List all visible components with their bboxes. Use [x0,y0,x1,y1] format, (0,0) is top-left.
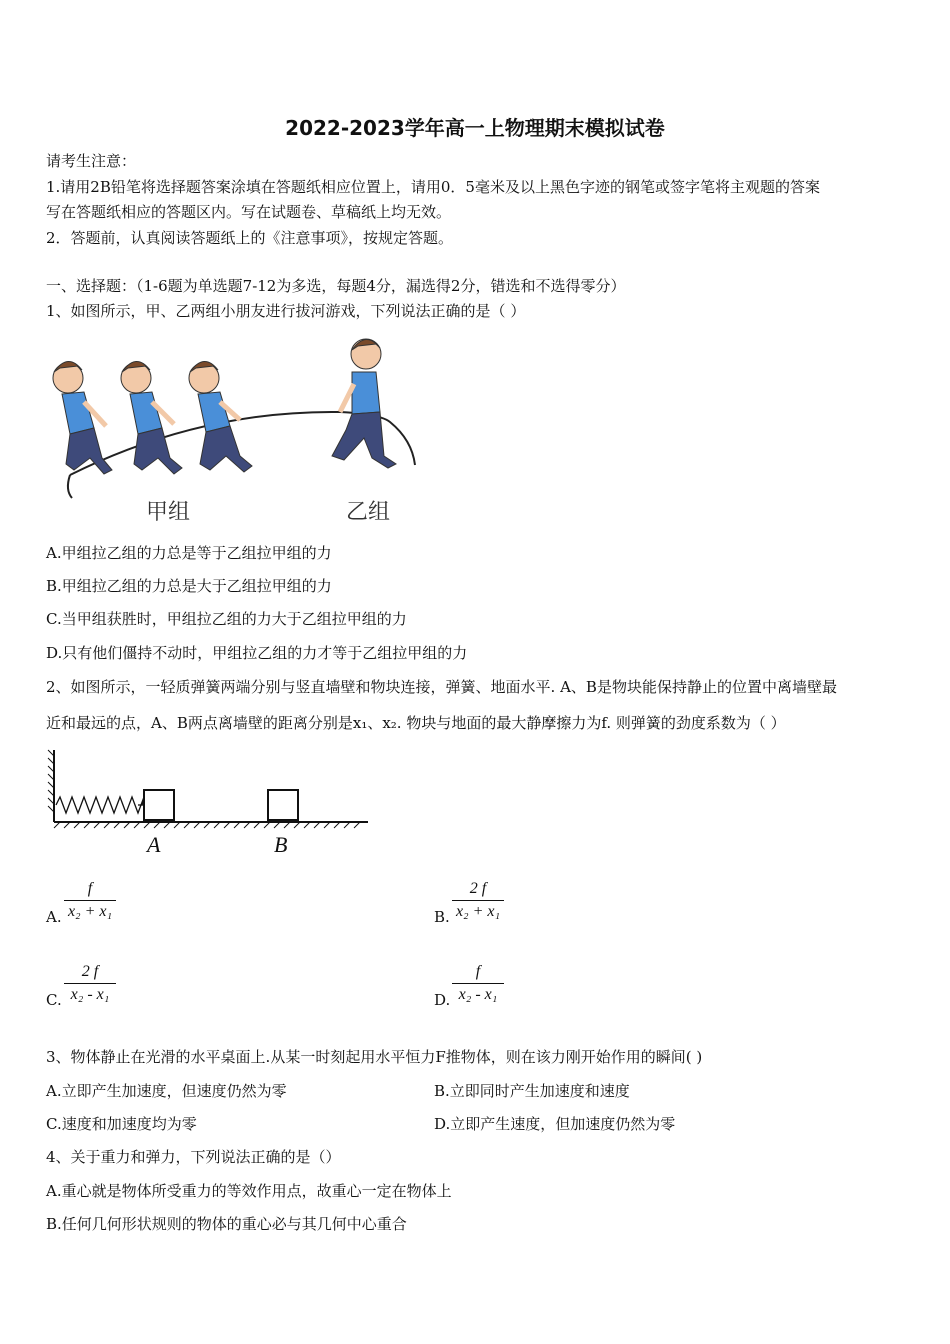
q2-option-b-fraction [452,880,504,921]
q1-option-d: D.只有他们僵持不动时，甲组拉乙组的力才等于乙组拉甲组的力 [46,644,468,662]
q2-d-denominator: x₂ - x₁ [458,986,498,1003]
point-label-a: A [147,832,161,857]
q4-stem: 4、关于重力和弹力，下列说法正确的是（） [46,1148,341,1166]
kid-figure-4 [332,339,396,468]
figure-label-right: 乙组 [346,499,391,524]
page-title: 2022-2023学年高一上物理期末模拟试卷 [285,116,665,140]
kid-figure-2 [121,361,182,474]
spring-icon [56,797,144,813]
q3-option-c: C.速度和加速度均为零 [46,1115,197,1133]
q3-option-d: D.立即产生速度，但加速度仍然为零 [434,1115,676,1133]
spring-block-figure [46,748,376,858]
q3-option-a: A.立即产生加速度，但速度仍然为零 [46,1082,287,1100]
q3-stem: 3、物体静止在光滑的水平桌面上.从某一时刻起用水平恒力F推物体，则在该力刚开始作用的瞬间( ) [46,1048,703,1066]
q2-a-numerator: f [64,880,116,901]
q2-option-c-letter: C. [46,991,62,1009]
q2-option-d-letter: D. [434,991,451,1009]
q2-option-c-fraction [64,963,116,1004]
q2-stem-line-2: 近和最远的点，A、B两点离墙壁的距离分别是x₁、x₂. 物块与地面的最大静摩擦力为f. 则弹簧的劲度系数为（ ） [46,714,786,732]
q2-b-numerator: 2 f [452,880,504,901]
q2-option-a-letter: A. [46,908,62,926]
notice-line-3: 2．答题前，认真阅读答题纸上的《注意事项》，按规定答题。 [46,229,454,247]
q2-c-numerator: 2 f [64,963,116,984]
q4-option-b: B.任何几何形状规则的物体的重心必与其几何中心重合 [46,1215,407,1233]
section-heading: 一、选择题：（1-6题为单选题7-12为多选，每题4分，漏选得2分，错选和不选得零分） [46,277,626,295]
q1-option-b: B.甲组拉乙组的力总是大于乙组拉甲组的力 [46,577,332,595]
q1-option-a: A.甲组拉乙组的力总是等于乙组拉甲组的力 [46,544,332,562]
q3-option-b: B.立即同时产生加速度和速度 [434,1082,630,1100]
q2-a-denominator: x₂ + x₁ [67,903,113,920]
q2-d-numerator: f [452,963,504,984]
figure-label-left: 甲组 [146,499,191,524]
notice-line-2: 写在答题纸相应的答题区内。写在试题卷、草稿纸上均无效。 [46,203,452,221]
q2-stem-line-1: 2、如图所示，一轻质弹簧两端分别与竖直墙壁和物块连接，弹簧、地面水平. A、B是物块能保持静止的位置中离墙壁最 [46,678,837,696]
kid-figure-1 [53,361,112,474]
block-a [144,790,174,820]
notice-heading: 请考生注意： [46,152,137,170]
q2-b-denominator: x₂ + x₁ [455,903,501,920]
q1-option-c: C.当甲组获胜时，甲组拉乙组的力大于乙组拉甲组的力 [46,610,407,628]
q2-option-b-letter: B. [434,908,450,926]
q4-option-a: A.重心就是物体所受重力的等效作用点，故重心一定在物体上 [46,1182,452,1200]
block-b [268,790,298,820]
q2-option-a-fraction [64,880,116,921]
q2-option-d-fraction [452,963,504,1004]
q2-c-denominator: x₂ - x₁ [70,986,110,1003]
q1-stem: 1、如图所示，甲、乙两组小朋友进行拔河游戏，下列说法正确的是（ ） [46,302,526,320]
point-label-b: B [274,832,288,857]
kid-figure-3 [189,361,252,472]
notice-line-1: 1.请用2B铅笔将选择题答案涂填在答题纸相应位置上，请用0．5毫米及以上黑色字迹的钢笔或签字笔将主观题的答案 [46,178,820,196]
